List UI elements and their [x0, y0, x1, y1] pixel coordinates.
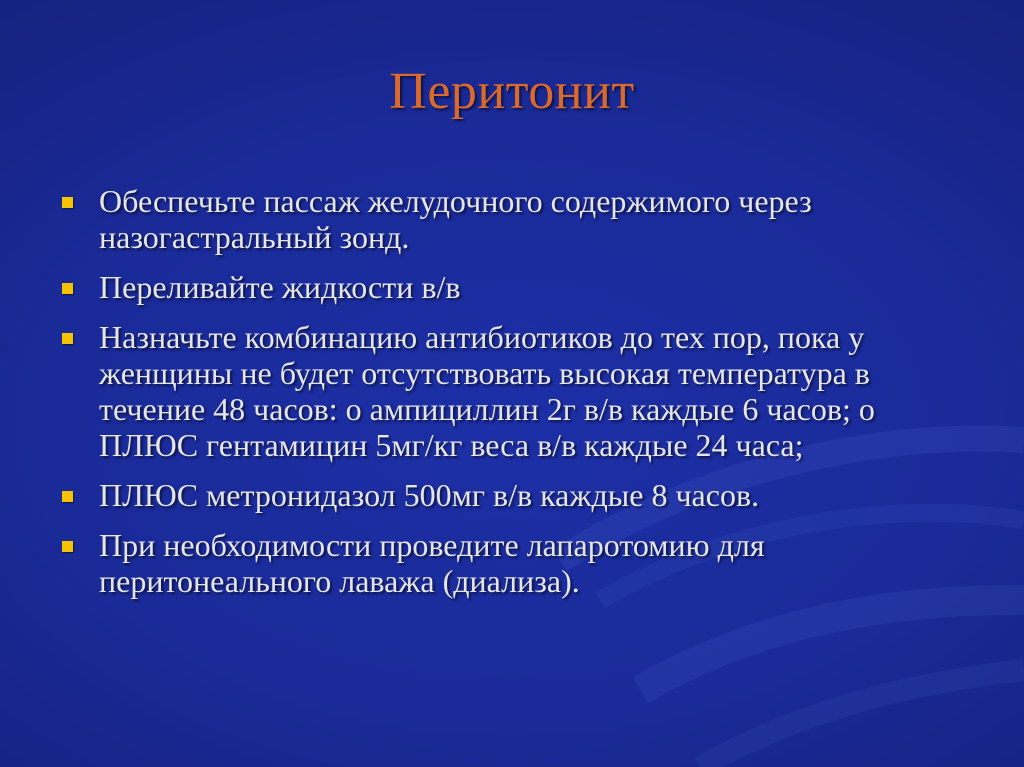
square-bullet-icon: [62, 491, 73, 502]
bullet-item: [62, 269, 962, 305]
bullet-item: [62, 319, 962, 463]
bullet-item: [62, 183, 962, 255]
bullet-text: Обеспечьте пассаж желудочного содержимого через назогастральный зонд.: [99, 183, 812, 255]
bullet-list: [62, 183, 962, 613]
square-bullet-icon: [62, 541, 73, 552]
bullet-item: [62, 527, 962, 599]
bullet-item: [62, 477, 962, 513]
bullet-text: Переливайте жидкости в/в: [99, 269, 461, 305]
bullet-text: При необходимости проведите лапаротомию для перитонеального лаважа (диализа).: [99, 527, 765, 599]
bullet-text: ПЛЮС метронидазол 500мг в/в каждые 8 часов.: [99, 477, 760, 513]
slide-title: Перитонит: [389, 63, 635, 120]
square-bullet-icon: [62, 283, 73, 294]
bullet-text: Назначьте комбинацию антибиотиков до тех пор, пока у женщины не будет отсутствовать высокая температура в течение 48 часов: о ампициллин 2г в/в каждые 6 часов; о ПЛЮС гентамицин 5мг/кг веса в/в каждые 24 часа;: [99, 319, 875, 463]
square-bullet-icon: [62, 333, 73, 344]
square-bullet-icon: [62, 197, 73, 208]
